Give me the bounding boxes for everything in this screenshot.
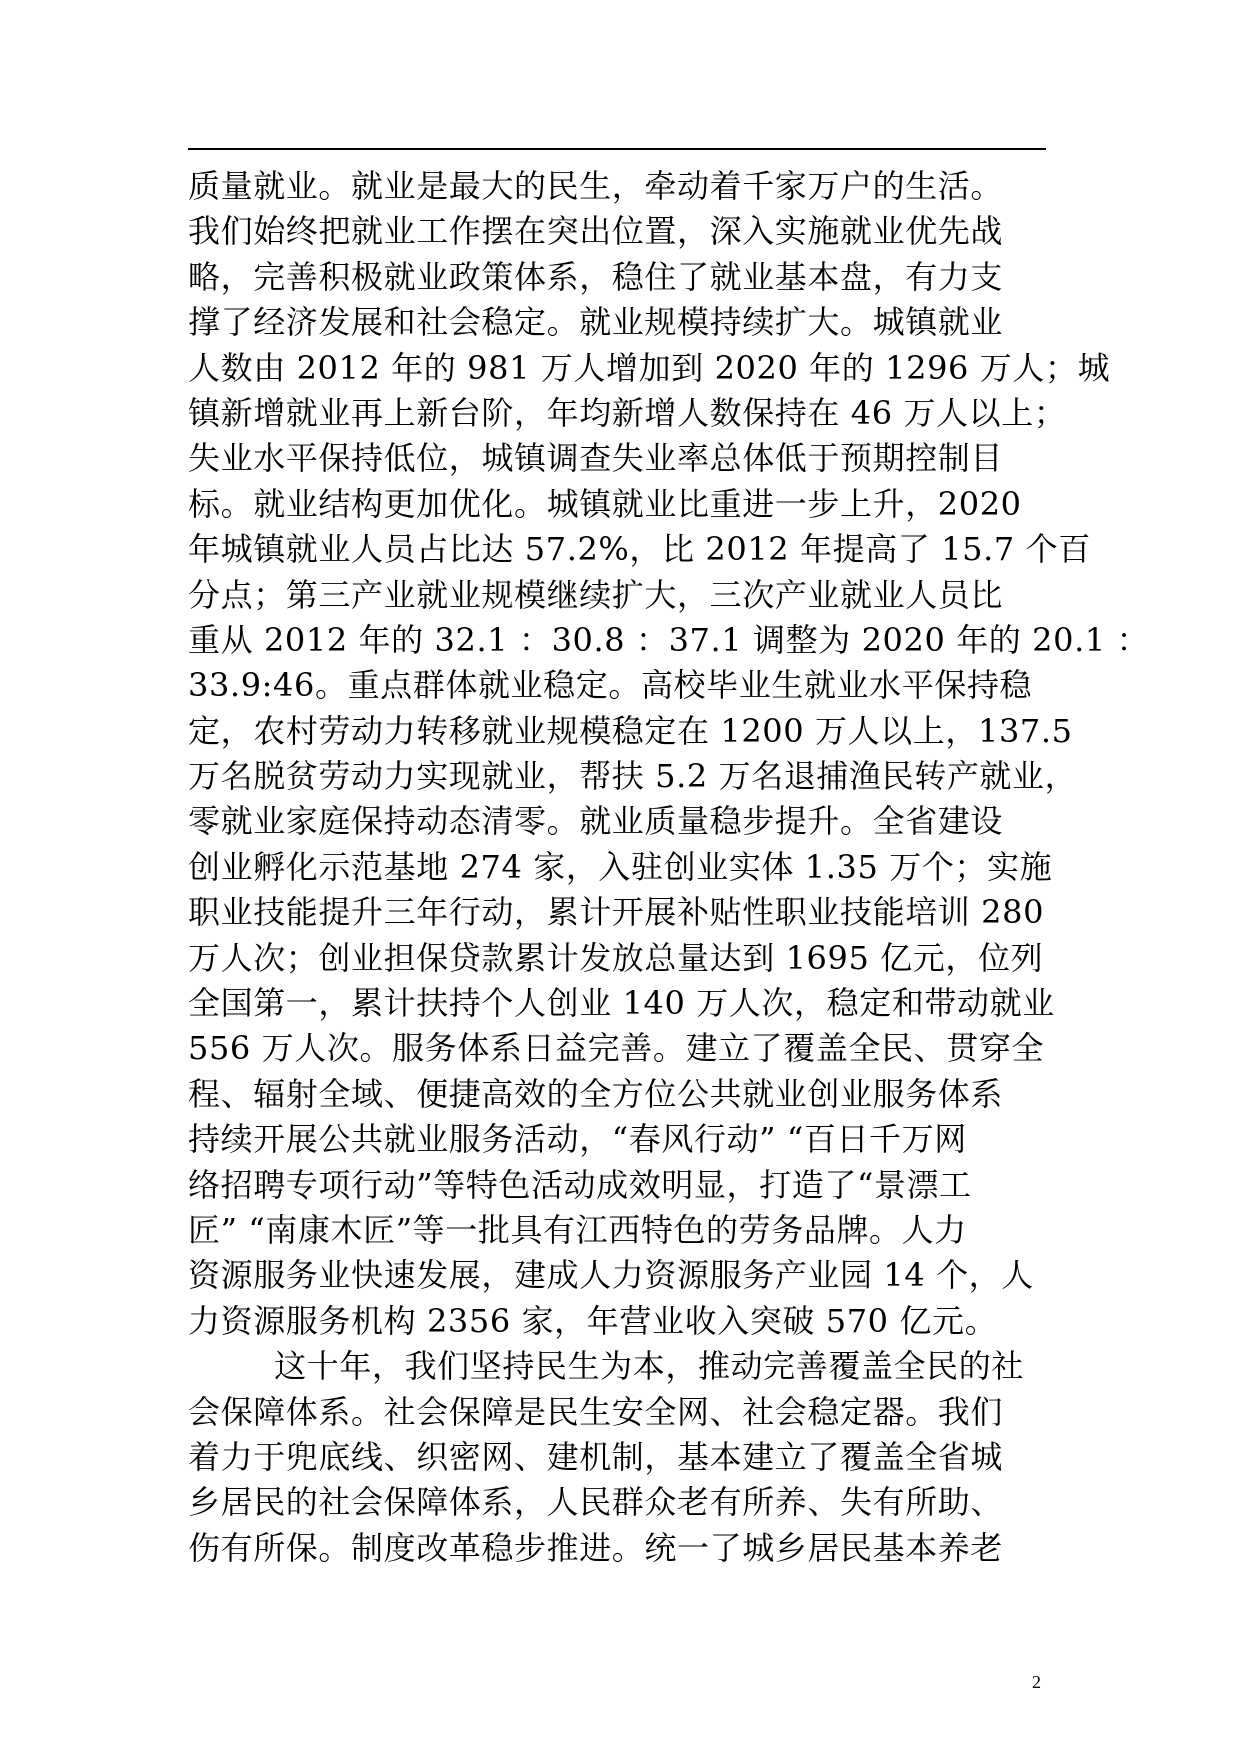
text-line: 略，完善积极就业政策体系，稳住了就业基本盘，有力支: [188, 257, 1004, 296]
text-line: 人数由 2012 年的 981 万人增加到 2020 年的 1296 万人；城: [188, 348, 1111, 387]
text-line: 零就业家庭保持动态清零。就业质量稳步提升。全省建设: [188, 802, 1004, 841]
text-line: 持续开展公共就业服务活动，“春风行动” “百日千万网: [188, 1120, 967, 1159]
text-line: 力资源服务机构 2356 家，年营业收入突破 570 亿元。: [188, 1301, 998, 1340]
text-line: 定，农村劳动力转移就业规模稳定在 1200 万人以上，137.5: [188, 711, 1073, 750]
header-rule: [188, 148, 1046, 150]
text-line: 重从 2012 年的 32.1 ：30.8 ：37.1 调整为 2020 年的 20.1 ：: [188, 620, 1150, 659]
text-line: 职业技能提升三年行动，累计开展补贴性职业技能培训 280: [188, 893, 1045, 932]
text-line: 年城镇就业人员占比达 57.2%，比 2012 年提高了 15.7 个百: [188, 530, 1091, 569]
text-line: 万人次；创业担保贷款累计发放总量达到 1695 亿元，位列: [188, 938, 1044, 977]
text-line: 分点；第三产业就业规模继续扩大，三次产业就业人员比: [188, 575, 1004, 614]
text-line: 撑了经济发展和社会稳定。就业规模持续扩大。城镇就业: [188, 303, 1004, 342]
text-line: 33.9:46。重点群体就业稳定。高校毕业生就业水平保持稳: [188, 666, 1033, 705]
text-line: 我们始终把就业工作摆在突出位置，深入实施就业优先战: [188, 212, 1004, 251]
text-line: 络招聘专项行动”等特色活动成效明显，打造了“景漂工: [188, 1165, 972, 1204]
body-text: [188, 164, 1150, 1571]
text-line: 乡居民的社会保障体系，人民群众老有所养、失有所助、: [188, 1483, 1004, 1522]
text-line: 伤有所保。制度改革稳步推进。统一了城乡居民基本养老: [188, 1528, 1004, 1567]
text-line: 匠” “南康木匠”等一批具有江西特色的劳务品牌。人力: [188, 1210, 967, 1249]
text-line: 程、辐射全域、便捷高效的全方位公共就业创业服务体系: [188, 1074, 1004, 1113]
text-line: 会保障体系。社会保障是民生安全网、社会稳定器。我们: [188, 1392, 1004, 1431]
text-line: 创业孵化示范基地 274 家，入驻创业实体 1.35 万个；实施: [188, 847, 1053, 886]
text-line: 这十年，我们坚持民生为本，推动完善覆盖全民的社: [188, 1347, 1024, 1386]
text-line: 标。就业结构更加优化。城镇就业比重进一步上升，2020: [188, 484, 1022, 523]
text-line: 质量就业。就业是最大的民生，牵动着千家万户的生活。: [188, 167, 1004, 205]
text-line: 万名脱贫劳动力实现就业，帮扶 5.2 万名退捕渔民转产就业，: [188, 757, 1078, 796]
text-line: 镇新增就业再上新台阶，年均新增人数保持在 46 万人以上；: [188, 393, 1067, 432]
text-line: 失业水平保持低位，城镇调查失业率总体低于预期控制目: [188, 439, 1004, 478]
text-line: 556 万人次。服务体系日益完善。建立了覆盖全民、贯穿全: [188, 1029, 1045, 1068]
text-line: 资源服务业快速发展，建成人力资源服务产业园 14 个，人: [188, 1256, 1034, 1295]
text-line: 着力于兜底线、织密网、建机制，基本建立了覆盖全省城: [188, 1437, 1004, 1476]
page-number: 2: [1032, 1672, 1041, 1692]
text-line: 全国第一，累计扶持个人创业 140 万人次，稳定和带动就业: [188, 984, 1055, 1023]
